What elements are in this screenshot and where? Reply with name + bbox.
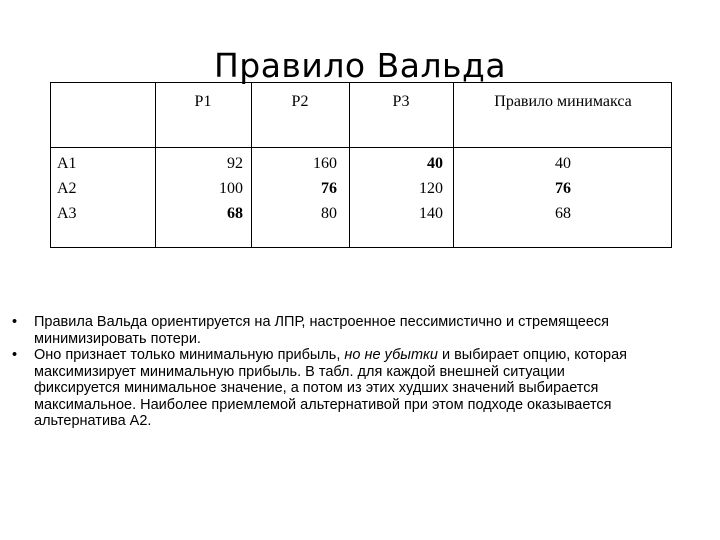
header-divider: [51, 147, 671, 148]
slide-title: Правило Вальда: [213, 46, 507, 85]
bullet-marker: •: [12, 347, 18, 363]
cell-a3-p1: 68: [227, 205, 243, 222]
row-label-a3: A3: [57, 205, 77, 222]
bullet-item: [12, 347, 652, 430]
cell-a3-minimax: 68: [555, 205, 571, 222]
column-p2-values: [251, 151, 337, 226]
column-p3-values: [349, 151, 443, 226]
header-p2: P2: [291, 93, 309, 110]
cell-a1-p3: 40: [427, 155, 443, 172]
bullet-item: [12, 314, 652, 347]
row-label-a2: A2: [57, 180, 77, 197]
bullet-text-1: Правила Вальда ориентируется на ЛПР, настроенное пессимистично и стремящееся минимизировать потери.: [34, 314, 609, 347]
column-p1-values: [155, 151, 243, 226]
column-minimax-values: [453, 151, 673, 226]
bullet-text-2b: и выбирает опцию, которая максимизирует минимальную прибыль. В табл. для каждой внешней ситуации фиксируется минимальное значение, а потом из этих худших значений выбирается максимальное. Наиболее приемлемой альтернативой при этом подходе оказывается альтернатива А2.: [34, 347, 628, 429]
cell-a2-p2: 76: [321, 180, 337, 197]
cell-a2-minimax: 76: [555, 180, 571, 197]
bullet-list: [12, 314, 652, 430]
header-p1: P1: [194, 93, 212, 110]
cell-a1-p1: 92: [227, 155, 243, 172]
bullet-text-2a: Оно признает только минимальную прибыль,: [34, 347, 345, 363]
cell-a3-p3: 140: [419, 205, 443, 222]
row-label-a1: A1: [57, 155, 77, 172]
cell-a2-p3: 120: [419, 180, 443, 197]
cell-a1-p2: 160: [313, 155, 337, 172]
bullet-text-2-italic: но не убытки: [344, 347, 438, 363]
payoff-table: [50, 82, 672, 248]
bullet-marker: •: [12, 314, 18, 330]
header-minimax: Правило минимакса: [494, 93, 632, 110]
cell-a3-p2: 80: [321, 205, 337, 222]
row-labels: [57, 151, 147, 226]
header-p3: P3: [392, 93, 410, 110]
cell-a1-minimax: 40: [555, 155, 571, 172]
cell-a2-p1: 100: [219, 180, 243, 197]
